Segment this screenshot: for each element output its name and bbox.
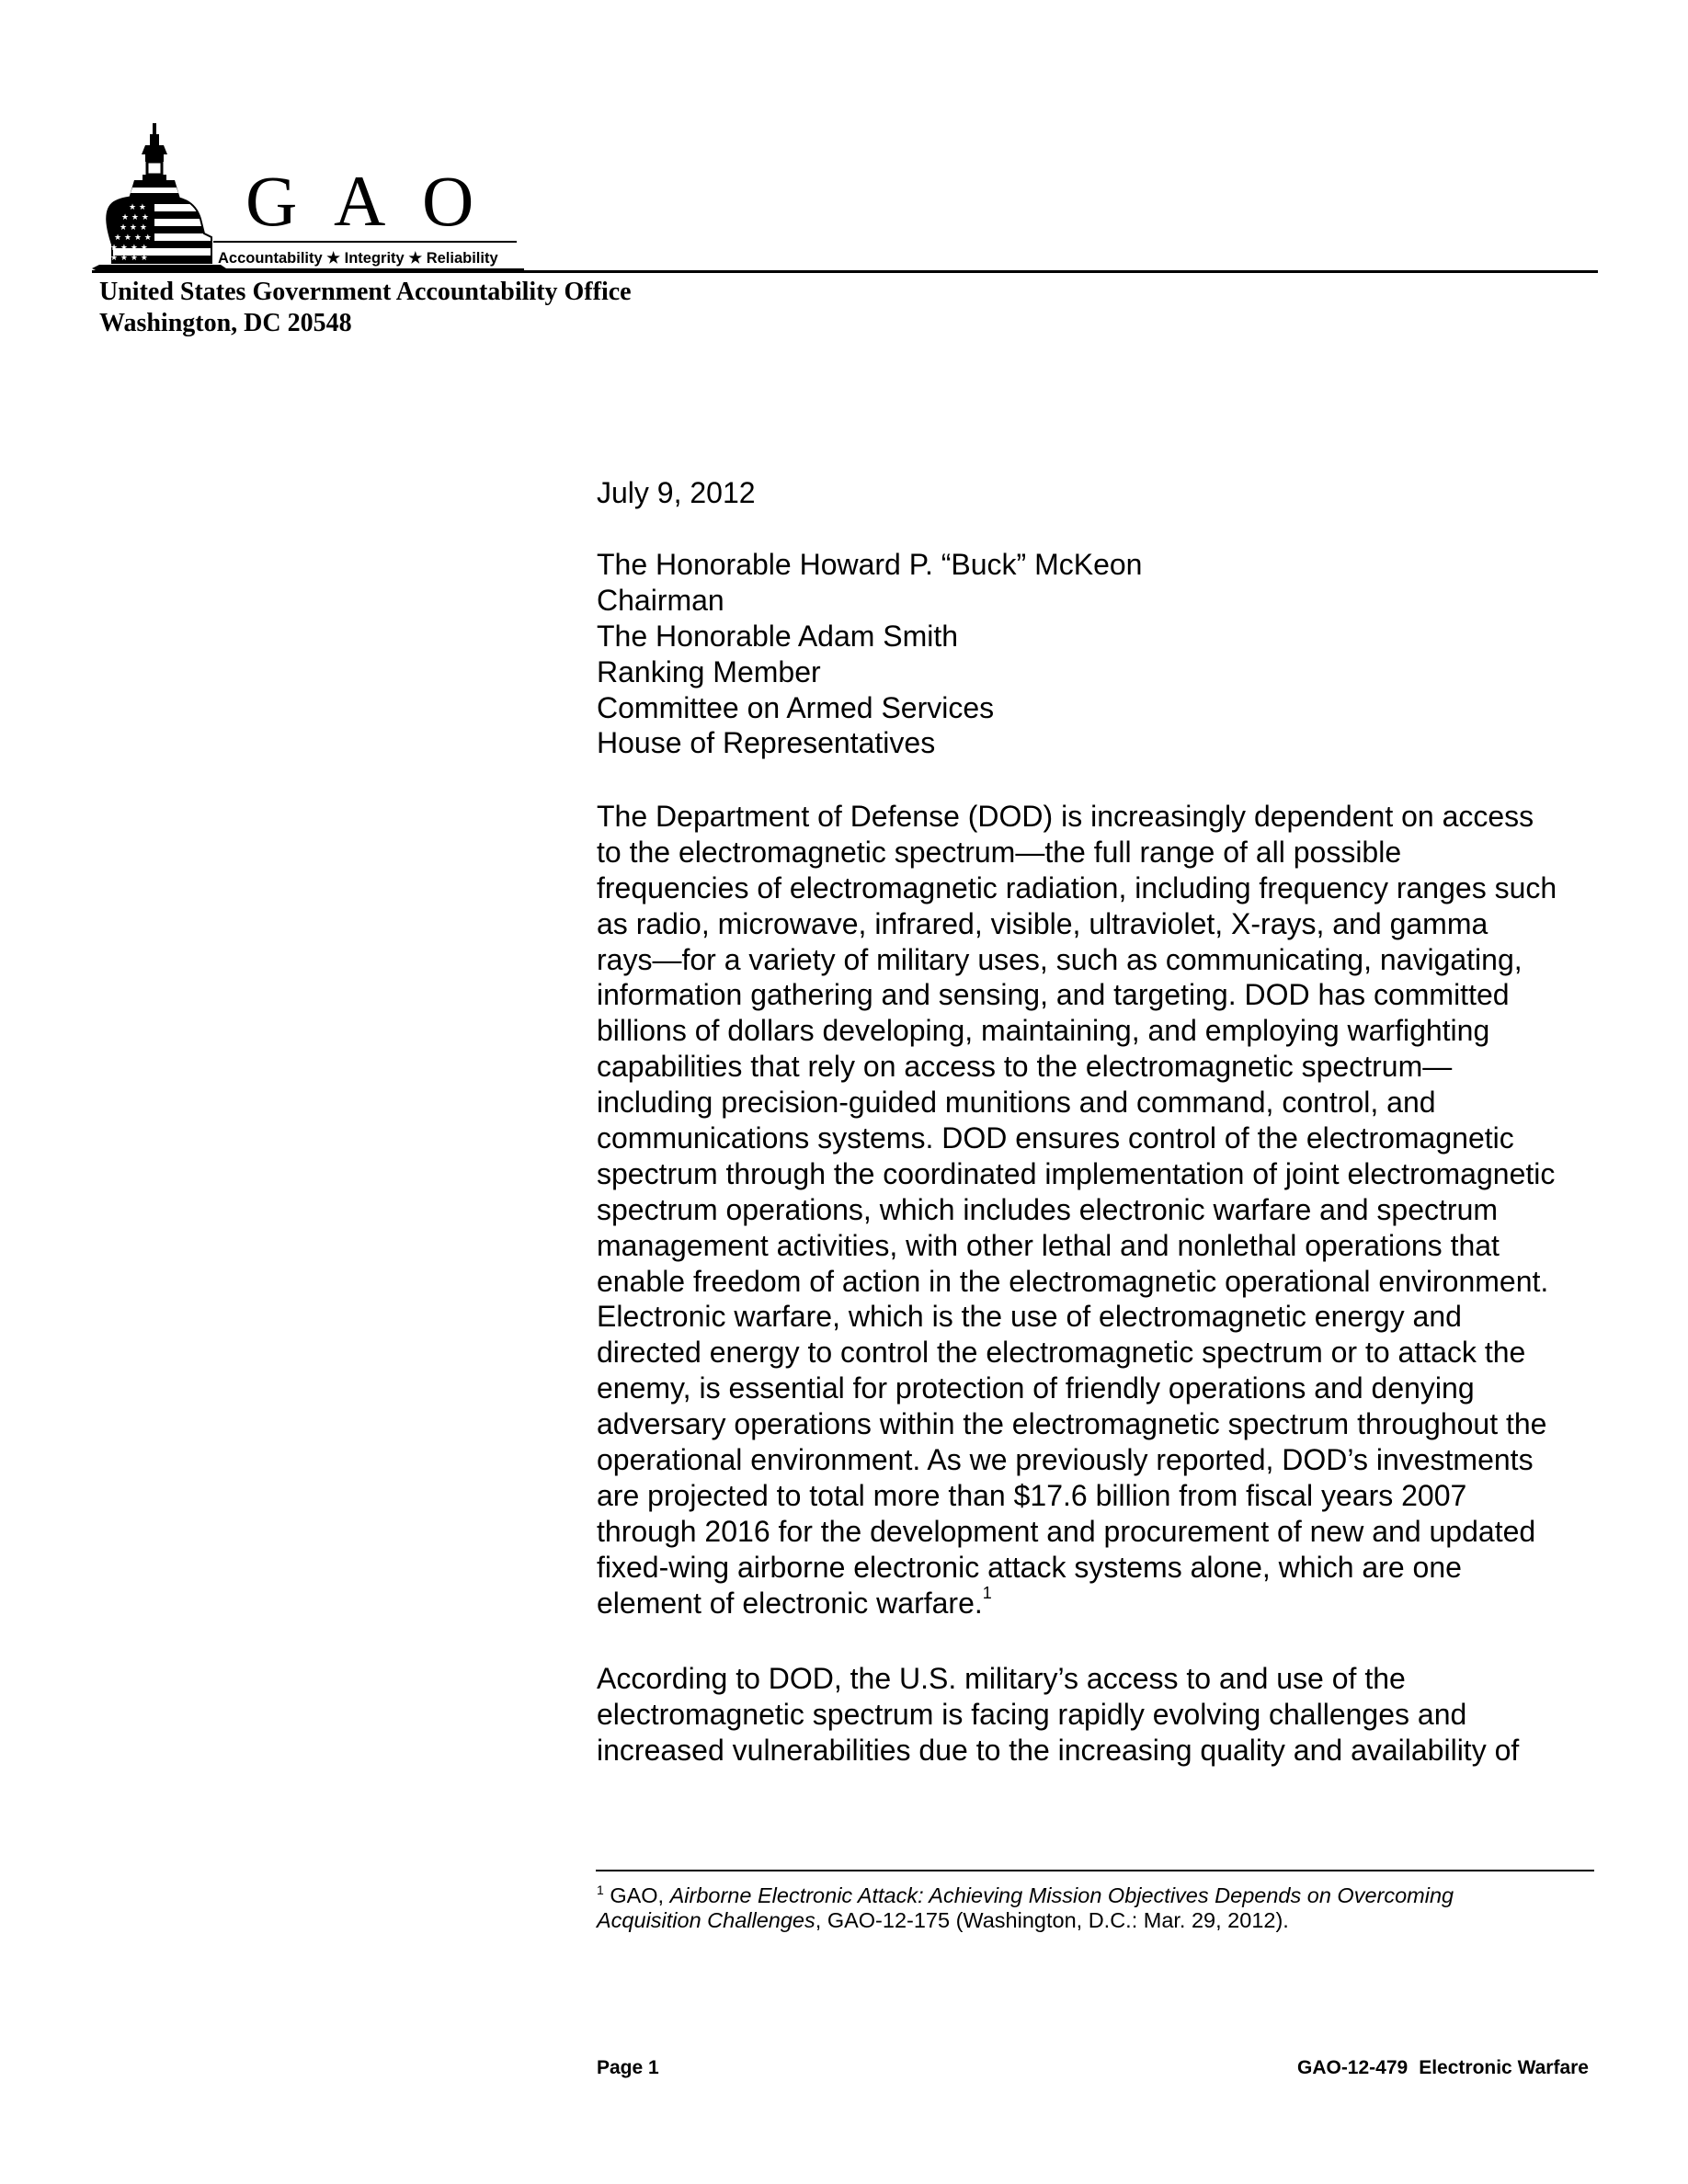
- footnote-prefix: GAO,: [610, 1883, 670, 1907]
- report-identifier: [1297, 2056, 1589, 2080]
- footnote-cited-title: Airborne Electronic Attack: Achieving Mission Objectives Depends on Overcoming: [669, 1883, 1454, 1907]
- logo-tagline: Accountability ★ Integrity ★ Reliability: [218, 250, 498, 267]
- paragraph-line: The Department of Defense (DOD) is increasingly dependent on access: [597, 800, 1534, 833]
- addressee-line: House of Representatives: [597, 726, 936, 760]
- organization-address: Washington, DC 20548: [99, 309, 352, 337]
- footnote-cited-title-cont: Acquisition Challenges: [597, 1907, 815, 1932]
- report-title: Electronic Warfare: [1419, 2057, 1589, 2078]
- footnote-line: [597, 1908, 1454, 1933]
- paragraph-line-last: [597, 1583, 1557, 1621]
- svg-text:★ ★ ★ ★: ★ ★ ★ ★: [114, 233, 152, 243]
- footnote-1: [597, 1883, 1454, 1932]
- paragraph-line: management activities, with other lethal and nonlethal operations that: [597, 1228, 1500, 1262]
- logo-letter: O: [422, 161, 474, 241]
- gao-wordmark: [245, 161, 510, 241]
- addressee-line: The Honorable Adam Smith: [597, 619, 959, 653]
- svg-text:★ ★ ★ ★: ★ ★ ★ ★: [110, 244, 148, 253]
- addressee-line: Committee on Armed Services: [597, 690, 995, 724]
- paragraph-line: frequencies of electromagnetic radiation, including frequency ranges such: [597, 870, 1557, 904]
- paragraph-line: adversary operations within the electromagnetic spectrum throughout the: [597, 1407, 1547, 1441]
- paragraph-line: enemy, is essential for protection of friendly operations and denying: [597, 1371, 1475, 1405]
- organization-name: United States Government Accountability Office: [99, 278, 632, 306]
- paragraph-line: information gathering and sensing, and targeting. DOD has committed: [597, 978, 1510, 1012]
- paragraph-line: capabilities that rely on access to the electromagnetic spectrum—: [597, 1050, 1453, 1084]
- addressee-line: Chairman: [597, 583, 724, 617]
- paragraph-line: increased vulnerabilities due to the increasing quality and availability of: [597, 1733, 1520, 1767]
- paragraph-line: electromagnetic spectrum is facing rapidly evolving challenges and: [597, 1697, 1467, 1731]
- report-number: GAO-12-479: [1296, 2057, 1409, 2078]
- footnote-line: [597, 1883, 1454, 1908]
- paragraph-line: fixed-wing airborne electronic attack systems alone, which are one: [597, 1550, 1462, 1584]
- footnote-reference[interactable]: 1: [982, 1583, 992, 1602]
- page-number: Page 1: [597, 2057, 659, 2078]
- svg-text:★ ★ ★: ★ ★ ★: [121, 213, 149, 222]
- paragraph-line: to the electromagnetic spectrum—the full range of all possible: [597, 835, 1402, 869]
- paragraph-line: enable freedom of action in the electromagnetic operational environment.: [597, 1264, 1549, 1298]
- addressee-line: Ranking Member: [597, 654, 821, 688]
- svg-text:★ ★ ★ ★: ★ ★ ★ ★: [110, 254, 148, 263]
- footnote-number: 1: [597, 1883, 604, 1898]
- gao-logo: [92, 118, 524, 276]
- paragraph-line: communications systems. DOD ensures control of the electromagnetic: [597, 1121, 1514, 1155]
- body-paragraph-1: [597, 799, 1557, 1621]
- paragraph-line: including precision-guided munitions and command, control, and: [597, 1086, 1436, 1120]
- addressee-line: The Honorable Howard P. “Buck” McKeon: [597, 548, 1143, 581]
- paragraph-line: spectrum through the coordinated implementation of joint electromagnetic: [597, 1156, 1556, 1190]
- paragraph-line: billions of dollars developing, maintaining, and employing warfighting: [597, 1014, 1490, 1048]
- paragraph-line: directed energy to control the electromagnetic spectrum or to attack the: [597, 1336, 1526, 1370]
- paragraph-line: operational environment. As we previously reported, DOD’s investments: [597, 1443, 1534, 1477]
- paragraph-line: Electronic warfare, which is the use of electromagnetic energy and: [597, 1300, 1462, 1334]
- footnote-divider: [596, 1870, 1594, 1871]
- body-paragraph-2: [597, 1661, 1519, 1769]
- paragraph-line: rays—for a variety of military uses, such as communicating, navigating,: [597, 942, 1523, 976]
- logo-letter: A: [334, 161, 386, 241]
- footnote-citation-details: , GAO-12-175 (Washington, D.C.: Mar. 29, 2012).: [815, 1907, 1289, 1932]
- paragraph-line: as radio, microwave, infrared, visible, ultraviolet, X-rays, and gamma: [597, 906, 1488, 940]
- svg-text:★ ★ ★: ★ ★ ★: [120, 223, 147, 233]
- svg-text:★ ★: ★ ★: [129, 203, 146, 212]
- header-divider: [92, 270, 1598, 273]
- paragraph-line: are projected to total more than $17.6 billion from fiscal years 2007: [597, 1478, 1467, 1512]
- paragraph-line-text: element of electronic warfare.: [597, 1586, 983, 1620]
- paragraph-line: According to DOD, the U.S. military’s access to and use of the: [597, 1662, 1406, 1695]
- paragraph-line: through 2016 for the development and procurement of new and updated: [597, 1514, 1536, 1548]
- logo-letter: G: [245, 161, 298, 241]
- paragraph-line: spectrum operations, which includes electronic warfare and spectrum: [597, 1192, 1499, 1226]
- addressee-block: [597, 547, 1142, 761]
- letter-date: July 9, 2012: [597, 476, 756, 509]
